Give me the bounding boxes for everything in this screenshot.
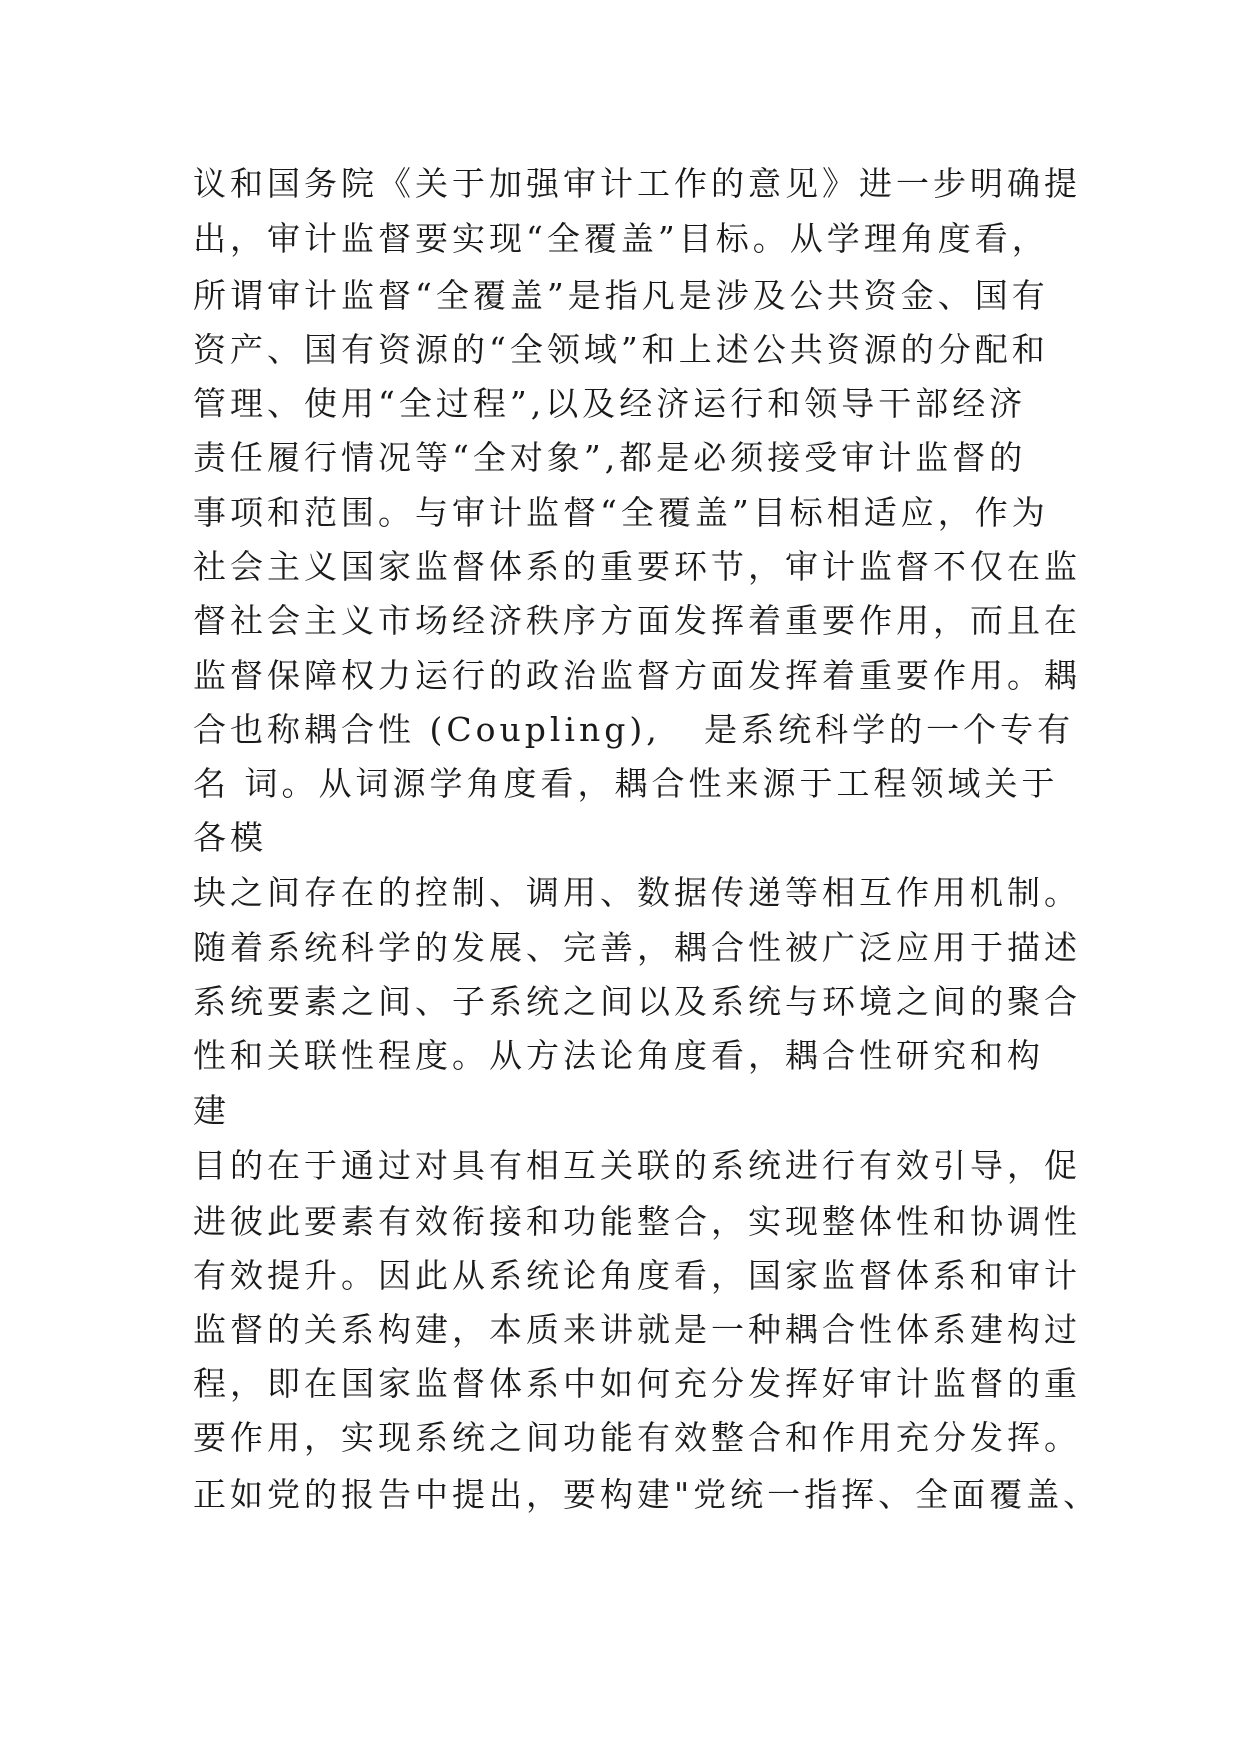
text-line: 督社会主义市场经济秩序方面发挥着重要作用，而且在 bbox=[193, 601, 1081, 640]
text-line: 要作用，实现系统之间功能有效整合和作用充分发挥。 bbox=[193, 1418, 1081, 1457]
text-line: 系统要素之间、子系统之间以及系统与环境之间的聚合 bbox=[193, 982, 1081, 1021]
text-line: 进彼此要素有效衔接和功能整合，实现整体性和协调性 bbox=[193, 1202, 1081, 1241]
text-line: 管理、使用“全过程”,以及经济运行和领导干部经济 bbox=[193, 384, 1027, 423]
text-line: 监督的关系构建，本质来讲就是一种耦合性体系建构过 bbox=[193, 1310, 1081, 1349]
text-line: 名 词。从词源学角度看，耦合性来源于工程领域关于 bbox=[193, 764, 1059, 803]
text-line: 块之间存在的控制、调用、数据传递等相互作用机制。 bbox=[193, 873, 1081, 912]
text-line: 目的在于通过对具有相互关联的系统进行有效引导，促 bbox=[193, 1146, 1081, 1185]
text-line: 责任履行情况等“全对象”,都是必须接受审计监督的 bbox=[193, 438, 1027, 477]
text-line: 议和国务院《关于加强审计工作的意见》进一步明确提 bbox=[193, 164, 1081, 203]
text-line: 出，审计监督要实现“全覆盖”目标。从学理角度看， bbox=[193, 219, 1049, 258]
text-line: 社会主义国家监督体系的重要环节，审计监督不仅在监 bbox=[193, 547, 1081, 586]
text-line: 资产、国有资源的“全领域”和上述公共资源的分配和 bbox=[193, 330, 1049, 369]
text-line: 有效提升。因此从系统论角度看，国家监督体系和审计 bbox=[193, 1256, 1081, 1295]
text-line: 程，即在国家监督体系中如何充分发挥好审计监督的重 bbox=[193, 1364, 1081, 1403]
text-line: 性和关联性程度。从方法论角度看，耦合性研究和构 bbox=[193, 1036, 1044, 1075]
text-line: 事项和范围。与审计监督“全覆盖”目标相适应，作为 bbox=[193, 493, 1049, 532]
text-line: 合也称耦合性 (Coupling), 是系统科学的一个专有 bbox=[193, 710, 1075, 749]
text-line: 随着系统科学的发展、完善，耦合性被广泛应用于描述 bbox=[193, 928, 1081, 967]
text-line: 监督保障权力运行的政治监督方面发挥着重要作用。耦 bbox=[193, 656, 1081, 695]
text-line: 各模 bbox=[193, 818, 267, 857]
text-line: 建 bbox=[193, 1091, 230, 1130]
text-line: 所谓审计监督“全覆盖”是指凡是涉及公共资金、国有 bbox=[193, 276, 1049, 315]
text-line: 正如党的报告中提出，要构建"党统一指挥、全面覆盖、 bbox=[193, 1475, 1101, 1514]
